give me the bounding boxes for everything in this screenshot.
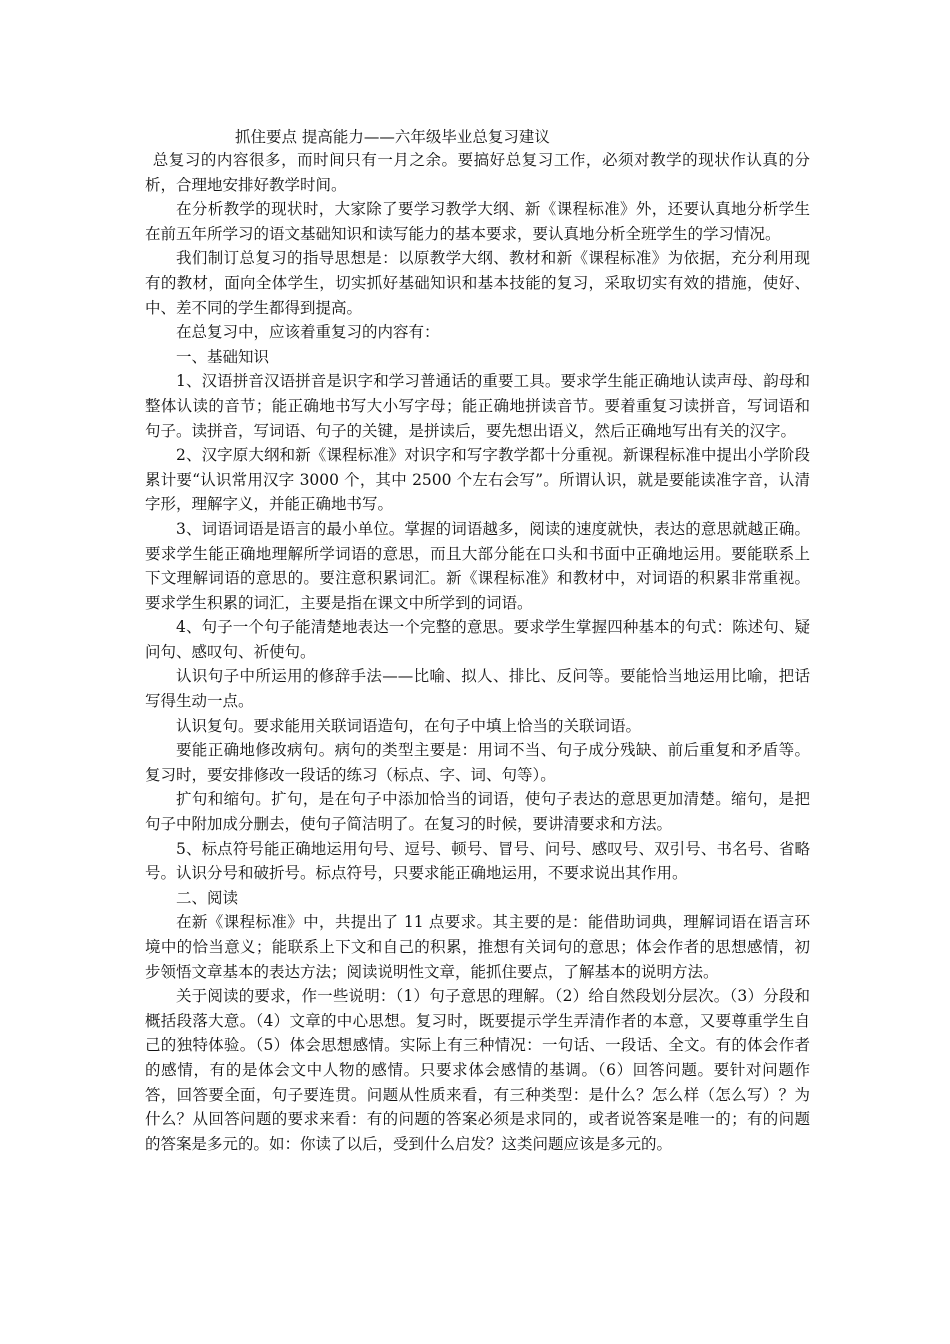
paragraph-reading-notes: 关于阅读的要求，作一些说明：（1）句子意思的理解。（2）给自然段划分层次。（3）分段和概括段落大意。（4）文章的中心思想。复习时，既要提示学生弄清作者的本意，又要尊重学生自己的独特体验。（5）体会思想感情。实际上有三种情况：一句话、一段话、全文。有的体会作者的感情，有的是体会文中人物的感情。只要求体会感情的基调。（6）回答问题。要针对问题作答，回答要全面，句子要连贯。问题从性质来看，有三种类型：是什么？怎么样（怎么写）？为什么？从回答问题的要求来看：有的问题的答案必须是求同的，或者说答案是唯一的；有的问题的答案是多元的。如：你读了以后，受到什么启发？这类问题应该是多元的。 [145, 987, 810, 1153]
paragraph-pinyin: 1、汉语拼音汉语拼音是识字和学习普通话的重要工具。要求学生能正确地认读声母、韵母和整体认读的音节；能正确地书写大小写字母；能正确地拼读音节。要着重复习读拼音，写词语和句子。读拼音，写词语、句子的关键，是拼读后，要先想出语义，然后正确地写出有关的汉字。 [145, 372, 810, 440]
paragraph-rhetoric: 认识句子中所运用的修辞手法——比喻、拟人、排比、反问等。要能恰当地运用比喻，把话写得生动一点。 [145, 667, 810, 711]
paragraph-reading-requirements: 在新《课程标准》中，共提出了 11 点要求。其主要的是：能借助词典，理解词语在语言环境中的恰当意义；能联系上下文和自己的积累，推想有关词句的意思；体会作者的思想感情，初步领悟文章基本的表达方法；阅读说明性文章，能抓住要点，了解基本的说明方法。 [145, 913, 810, 981]
document-title: 抓住要点 提高能力——六年级毕业总复习建议 [235, 128, 550, 146]
paragraph-guiding-idea: 我们制订总复习的指导思想是：以原教学大纲、教材和新《课程标准》为依据，充分利用现有的教材，面向全体学生，切实抓好基础知识和基本技能的复习，采取切实有效的措施，使好、中、差不同的学生都得到提高。 [145, 249, 810, 317]
section-heading-basic-knowledge: 一、基础知识 [176, 347, 270, 366]
paragraph-analysis: 在分析教学的现状时，大家除了要学习教学大纲、新《课程标准》外，还要认真地分析学生在前五年所学习的语文基础知识和读写能力的基本要求，要认真地分析全班学生的学习情况。 [145, 200, 810, 243]
paragraph-intro: 总复习的内容很多，而时间只有一月之余。要搞好总复习工作，必须对教学的现状作认真的分析，合理地安排好教学时间。 [145, 151, 810, 194]
paragraph-review-content: 在总复习中，应该着重复习的内容有： [176, 323, 440, 342]
paragraph-sentences: 4、句子一个句子能清楚地表达一个完整的意思。要求学生掌握四种基本的句式：陈述句、疑问句、感叹句、祈使句。 [145, 618, 810, 661]
section-heading-reading: 二、阅读 [176, 888, 239, 907]
paragraph-characters: 2、汉字原大纲和新《课程标准》对识字和写字教学都十分重视。新课程标准中提出小学阶段累计要“认识常用汉字 3000 个，其中 2500 个左右会写”。所谓认识，就是要能读准字音，认清字形，理解字义，并能正确地书写。 [145, 446, 810, 514]
paragraph-expand-condense: 扩句和缩句。扩句，是在句子中添加恰当的词语，使句子表达的意思更加清楚。缩句，是把句子中附加成分删去，使句子简洁明了。在复习的时候，要讲清要求和方法。 [145, 790, 810, 834]
paragraph-vocabulary: 3、词语词语是语言的最小单位。掌握的词语越多，阅读的速度就快，表达的意思就越正确。要求学生能正确地理解所学词语的意思，而且大部分能在口头和书面中正确地运用。要能联系上下文理解词语的意思的。要注意积累词汇。新《课程标准》和教材中，对词语的积累非常重视。要求学生积累的词汇，主要是指在课文中所学到的词语。 [145, 519, 810, 612]
paragraph-complex-sentences: 认识复句。要求能用关联词语造句，在句子中填上恰当的关联词语。 [176, 716, 642, 735]
document-body [145, 148, 810, 1156]
paragraph-sentence-correction: 要能正确地修改病句。病句的类型主要是：用词不当、句子成分残缺、前后重复和矛盾等。复习时，要安排修改一段话的练习（标点、字、词、句等）。 [145, 741, 810, 784]
paragraph-punctuation: 5、标点符号能正确地运用句号、逗号、顿号、冒号、问号、感叹号、双引号、书名号、省略号。认识分号和破折号。标点符号，只要求能正确地运用，不要求说出其作用。 [145, 839, 810, 883]
